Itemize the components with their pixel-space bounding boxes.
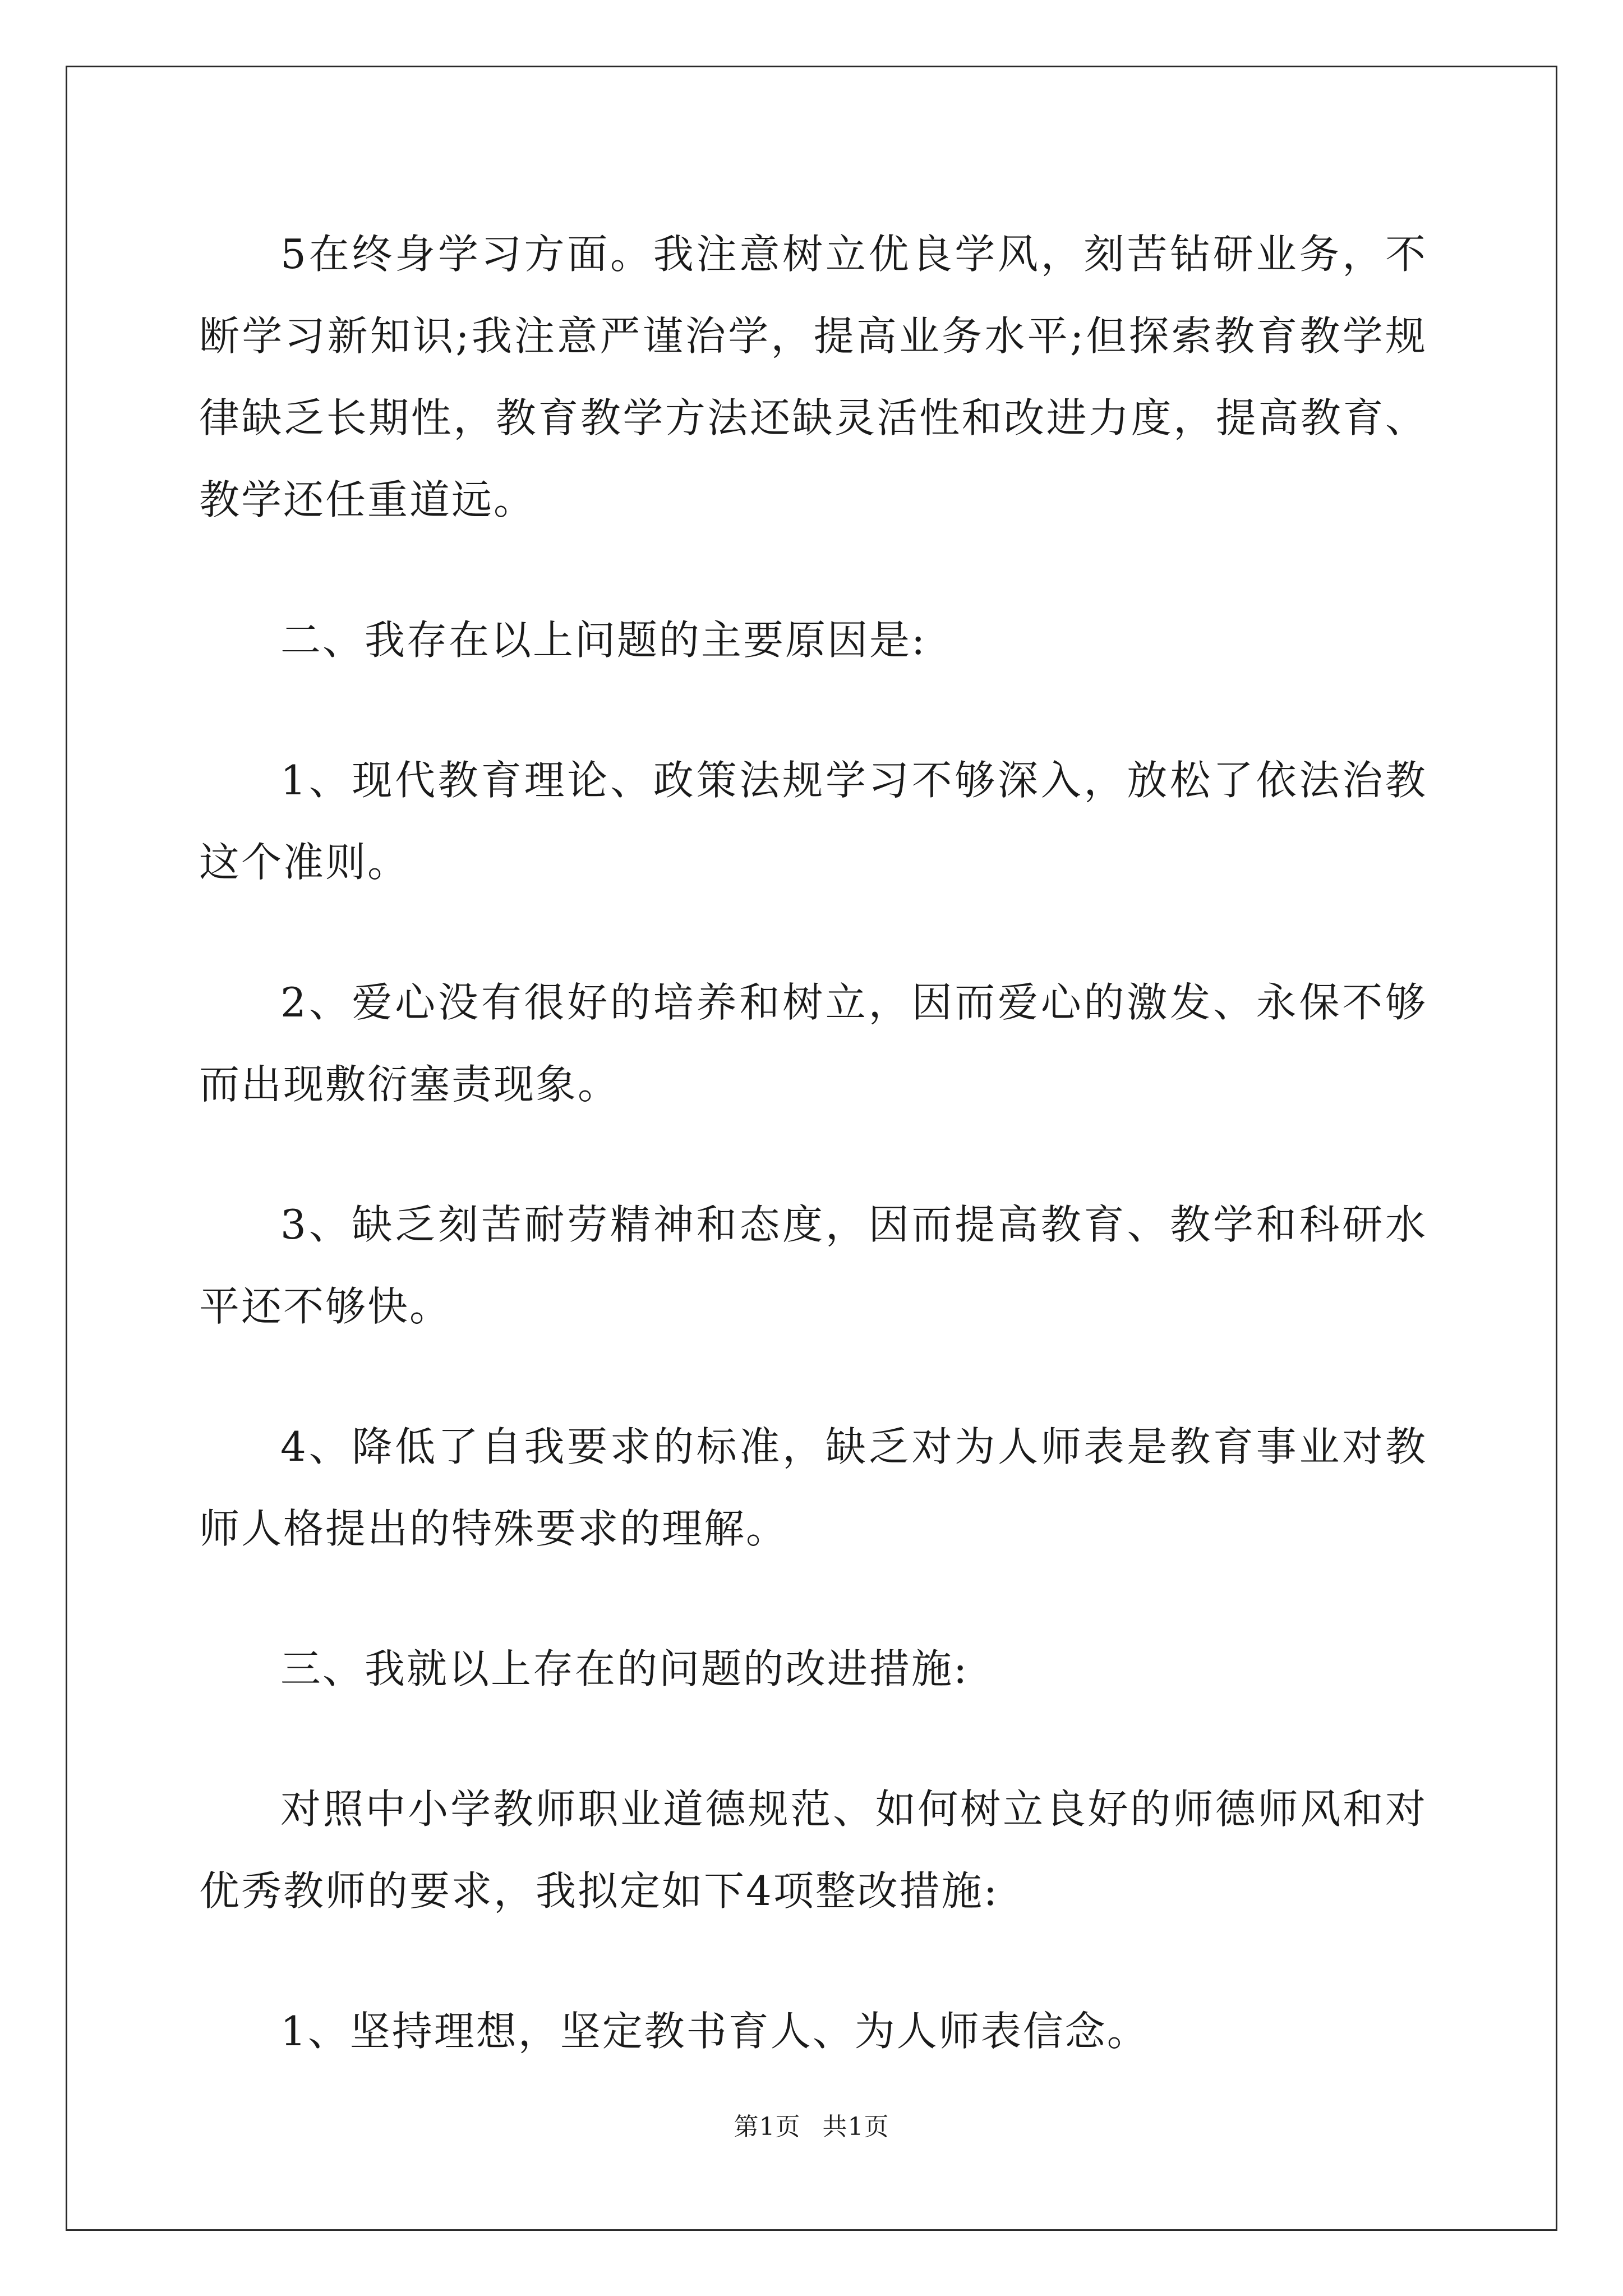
paragraph-cause-3: 3、缺乏刻苦耐劳精神和态度，因而提高教育、教学和科研水平还不够快。: [199, 1201, 1427, 1330]
section-heading-causes: 二、我存在以上问题的主要原因是:: [280, 616, 927, 664]
paragraph-cause-1: 1、现代教育理论、政策法规学习不够深入，放松了依法治教这个准则。: [199, 757, 1427, 886]
paragraph-measures-intro: 对照中小学教师职业道德规范、如何树立良好的师德师风和对优秀教师的要求，我拟定如下4项整改措施:: [199, 1786, 1427, 1915]
paragraph-cause-2: 2、爱心没有很好的培养和树立，因而爱心的激发、永保不够而出现敷衍塞责现象。: [199, 979, 1427, 1108]
document-body: [199, 213, 1427, 2131]
paragraph-cause-4: 4、降低了自我要求的标准，缺乏对为人师表是教育事业对教师人格提出的特殊要求的理解。: [199, 1423, 1427, 1552]
section-heading-measures: 三、我就以上存在的问题的改进措施:: [280, 1645, 969, 1692]
paragraph-measure-1: 1、坚持理想，坚定教书育人、为人师表信念。: [280, 2008, 1149, 2055]
paragraph-lifelong-learning: 5在终身学习方面。我注意树立优良学风，刻苦钻研业务，不断学习新知识;我注意严谨治学，提高业务水平;但探索教育教学规律缺乏长期性，教育教学方法还缺灵活性和改进力度，提高教育、教学还任重道远。: [199, 231, 1427, 523]
page-number-current: 第1页: [734, 2113, 801, 2141]
page-footer: [0, 2106, 1623, 2142]
page-number-total: 共1页: [822, 2113, 889, 2141]
